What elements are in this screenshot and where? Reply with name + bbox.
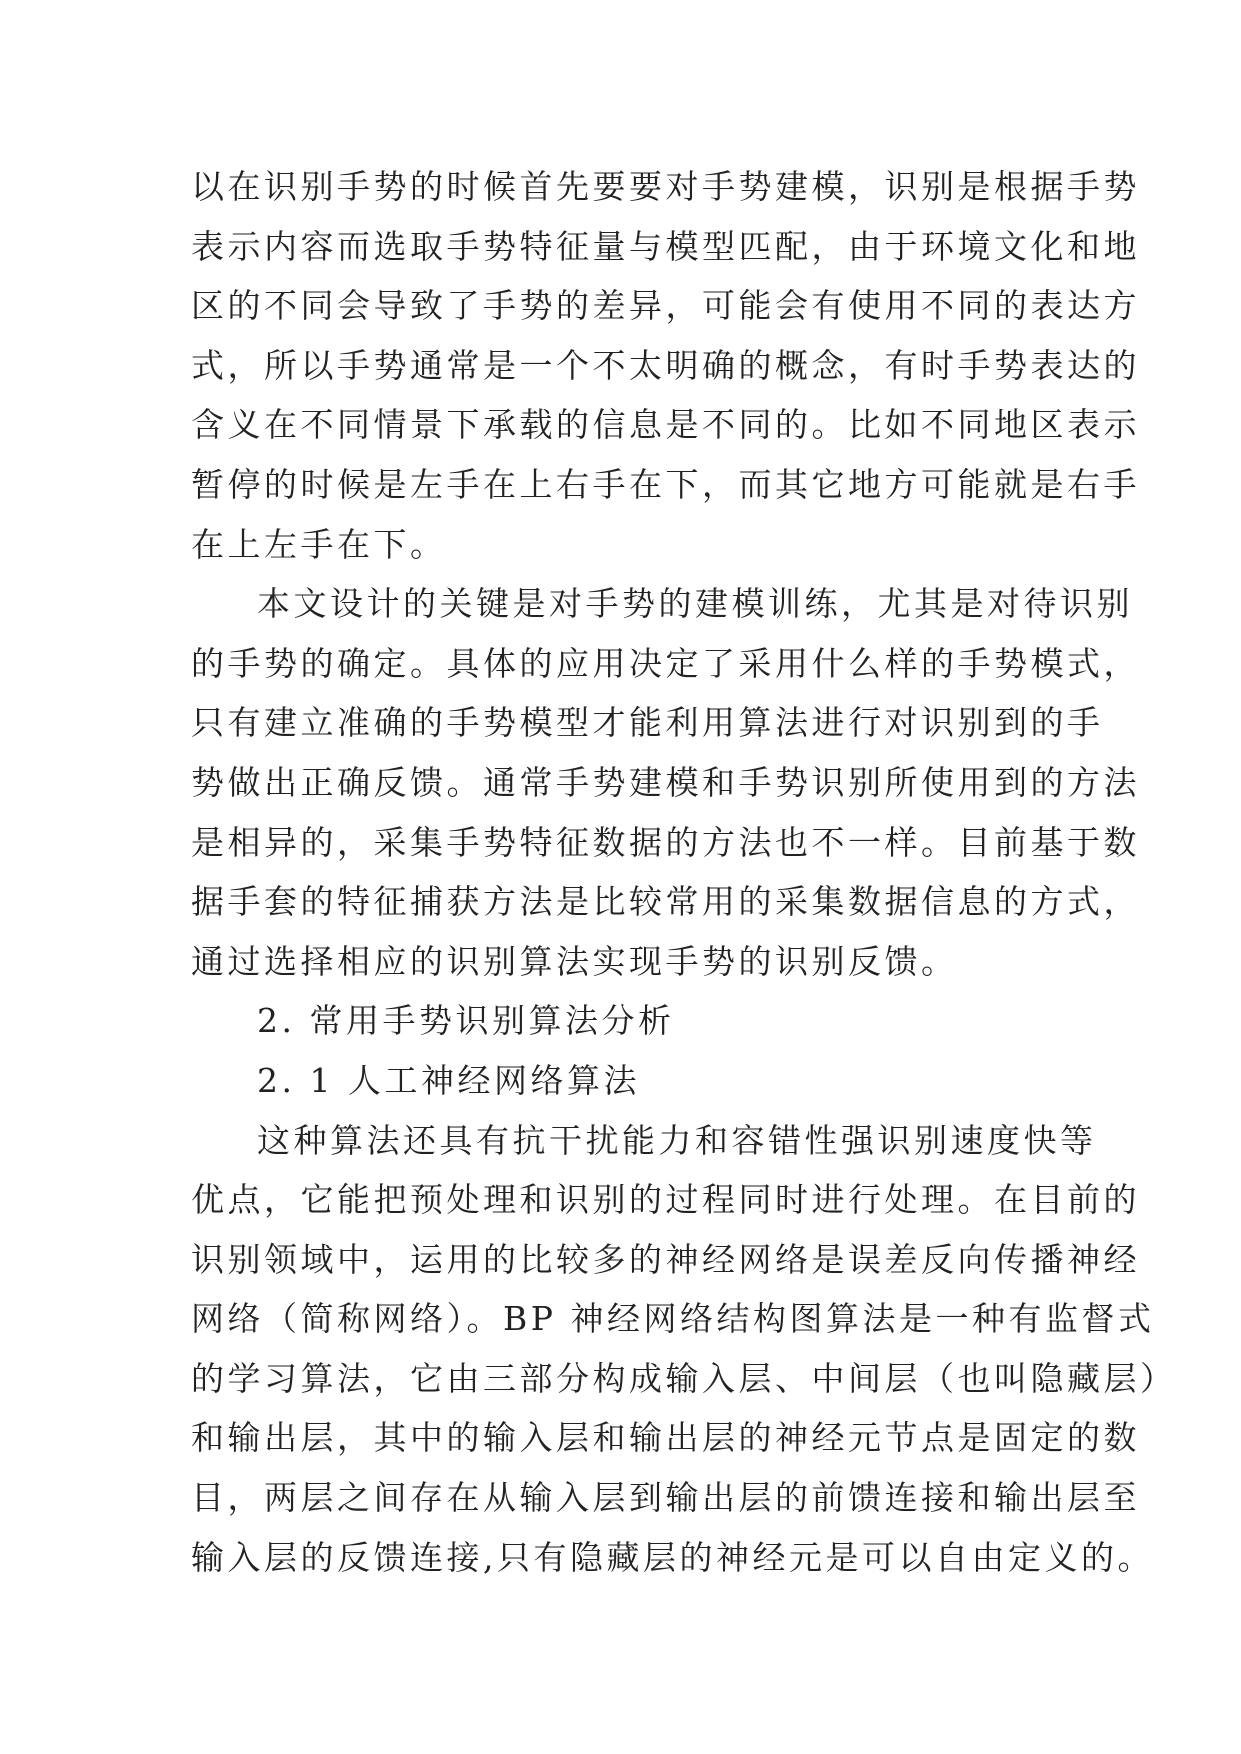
text-line: 2. 1 人工神经网络算法 xyxy=(257,1060,640,1100)
text-line: 2. 常用手势识别算法分析 xyxy=(257,1001,675,1041)
text-line: 区的不同会导致了手势的差异，可能会有使用不同的表达方 xyxy=(191,286,1140,326)
text-line: 通过选择相应的识别算法实现手势的识别反馈。 xyxy=(191,941,958,981)
text-line: 目，两层之间存在从输入层到输出层的前馈连接和输出层至 xyxy=(191,1478,1140,1518)
text-line: 输入层的反馈连接,只有隐藏层的神经元是可以自由定义的。 xyxy=(191,1537,1154,1577)
text-line: 优点，它能把预处理和识别的过程同时进行处理。在目前的 xyxy=(191,1180,1140,1220)
text-line: 的手势的确定。具体的应用决定了采用什么样的手势模式， xyxy=(191,643,1140,683)
text-line: 和输出层，其中的输入层和输出层的神经元节点是固定的数 xyxy=(191,1418,1140,1458)
text-line: 网络（简称网络）。BP 神经网络结构图算法是一种有监督式 xyxy=(191,1299,1155,1339)
text-line: 式，所以手势通常是一个不太明确的概念，有时手势表达的 xyxy=(191,345,1140,385)
text-line: 据手套的特征捕获方法是比较常用的采集数据信息的方式， xyxy=(191,882,1140,922)
body-text xyxy=(191,157,1177,1587)
text-line: 势做出正确反馈。通常手势建模和手势识别所使用到的方法 xyxy=(191,762,1140,802)
text-line: 在上左手在下。 xyxy=(191,524,447,564)
text-line: 含义在不同情景下承载的信息是不同的。比如不同地区表示 xyxy=(191,405,1140,445)
text-line: 只有建立准确的手势模型才能利用算法进行对识别到的手 xyxy=(191,703,1104,743)
text-line: 的学习算法，它由三部分构成输入层、中间层（也叫隐藏层） xyxy=(191,1358,1177,1398)
text-line: 以在识别手势的时候首先要要对手势建模，识别是根据手势 xyxy=(191,167,1140,206)
text-line: 这种算法还具有抗干扰能力和容错性强识别速度快等 xyxy=(257,1120,1097,1160)
text-line: 识别领域中，运用的比较多的神经网络是误差反向传播神经 xyxy=(191,1239,1140,1279)
text-line: 暂停的时候是左手在上右手在下，而其它地方可能就是右手 xyxy=(191,464,1140,504)
text-line: 表示内容而选取手势特征量与模型匹配，由于环境文化和地 xyxy=(191,226,1140,266)
text-line: 本文设计的关键是对手势的建模训练，尤其是对待识别 xyxy=(257,584,1133,624)
text-line: 是相异的，采集手势特征数据的方法也不一样。目前基于数 xyxy=(191,822,1140,862)
